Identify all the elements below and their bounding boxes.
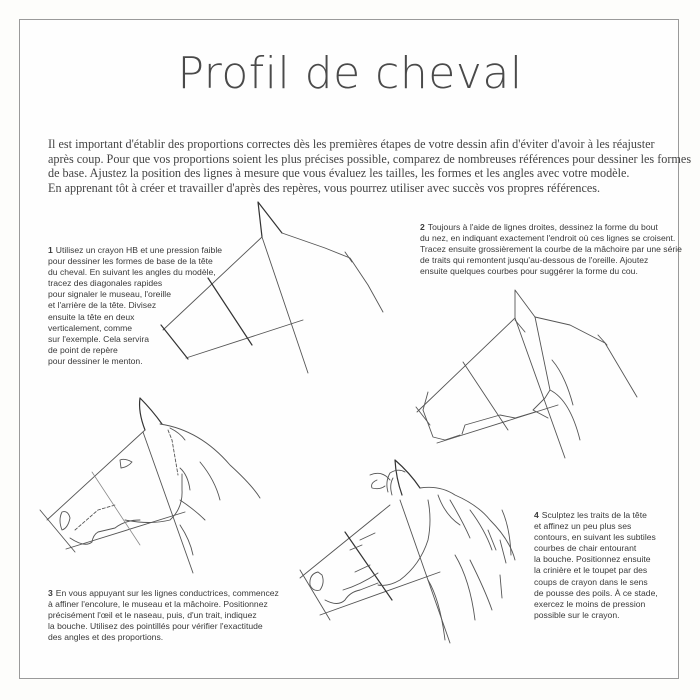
- intro-line: Il est important d'établir des proportions correctes dès les premières étapes de votre dessin afin d'éviter d'avoir à les réajuster: [48, 137, 655, 151]
- step-number: 2: [420, 222, 425, 232]
- step-1-instructions: 1 Utilisez un crayon HB et une pression faible pour dessiner les formes de base de la tête du cheval. En suivant les angles du modèle, tracez des diagonales rapides pour signaler le museau, l'oreille et l'arrière de la tête. Divisez ensuite la tête en deux verticalement, comme sur l'exemple. Cela servira de point de repère pour dessiner le menton.: [48, 245, 223, 366]
- step-number: 1: [48, 245, 53, 255]
- step-2-instructions: 2 Toujours à l'aide de lignes droites, dessinez la forme du bout du nez, en indiquant exactement l'endroit où ces lignes se croisent. Tracez ensuite grossièrement la courbe de la mâchoire par une série de traits qui remontent jusqu'au-dessous de l'oreille. Ajoutez ensuite quelques courbes pour suggérer la forme du cou.: [420, 222, 682, 277]
- step-number: 4: [534, 510, 539, 520]
- intro-paragraph: [48, 137, 692, 195]
- intro-line: En apprenant tôt à créer et travailler d'après des repères, vous pourrez utiliser avec succès vos propres références.: [48, 180, 601, 195]
- intro-line: de base. Ajustez la position des lignes à mesure que vous évaluez les tailles, les formes et les angles avec votre modèle.: [48, 166, 630, 181]
- intro-line: après coup. Pour que vos proportions soient les plus précises possible, comparez de nombreuses références pour dessiner les formes: [48, 151, 692, 166]
- step-number: 3: [48, 588, 53, 598]
- step-4-instructions: 4 Sculptez les traits de la tête et affinez un peu plus ses contours, en suivant les subtiles courbes de chair entourant la bouche. Positionnez ensuite la crinière et le toupet par des coups de crayon dans le sens de pousse des poils. À ce stade, exercez le moins de pression possible sur le crayon.: [534, 510, 658, 620]
- page-title: Profil de cheval: [177, 48, 523, 99]
- step-3-instructions: 3 En vous appuyant sur les lignes conductrices, commencez à affiner l'encolure, le museau et la mâchoire. Positionnez précisément l'œil et le naseau, puis, d'un trait, indiquez la bouche. Utilisez des pointillés pour vérifier l'exactitude des angles et des proportions.: [48, 588, 279, 643]
